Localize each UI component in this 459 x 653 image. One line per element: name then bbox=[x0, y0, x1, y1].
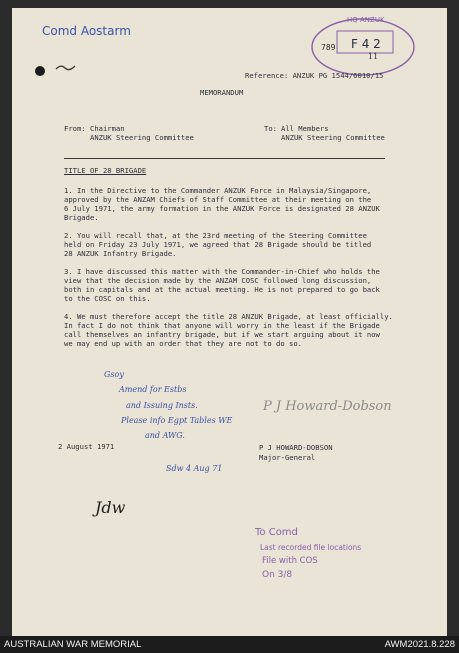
paragraph-1-line-3: 6 July 1971, the army formation in the ANZUK Force is designated 28 ANZUK bbox=[64, 204, 380, 213]
note-initials: Sdw 4 Aug 71 bbox=[166, 464, 223, 473]
routing-stamp-line-4: On 3/8 bbox=[262, 570, 293, 580]
handwritten-addressee: Comd Aostarm bbox=[42, 24, 131, 38]
registry-stamp-text: HQ ANZUK bbox=[347, 16, 385, 24]
paragraph-2-line-3: 28 ANZUK Infantry Brigade. bbox=[64, 249, 177, 258]
note-line-4: Please info Egpt Tables WE bbox=[121, 416, 233, 425]
to-line-2: ANZUK Steering Committee bbox=[281, 133, 385, 142]
footer-institution: AUSTRALIAN WAR MEMORIAL bbox=[4, 639, 142, 650]
paragraph-4-line-4: we may end up with an order that they are not to do so. bbox=[64, 339, 302, 348]
header-rule bbox=[64, 158, 385, 159]
to-label: To: bbox=[264, 124, 277, 133]
paragraph-3-line-3: both in capitals and at the actual meeting. He is not prepared to go back bbox=[64, 285, 380, 294]
reference-line: Reference: ANZUK PG 1544/6010/15 bbox=[245, 71, 384, 80]
routing-stamp-line-1 bbox=[255, 527, 298, 538]
paragraph-4-line-3: call themselves an infantry brigade, but if we start arguing about it now bbox=[64, 330, 380, 339]
from-line-1: Chairman bbox=[90, 124, 125, 133]
pen-mark-icon bbox=[55, 63, 77, 73]
paragraph-4-line-1: 4. We must therefore accept the title 28 ANZUK Brigade, at least officially. bbox=[64, 312, 393, 321]
routing-stamp-line-1-text: To Comd bbox=[255, 527, 298, 538]
footer-accession: AWM2021.8.228 bbox=[384, 639, 455, 650]
note-line-5: and AWG. bbox=[145, 431, 185, 440]
paragraph-2-line-1: 2. You will recall that, at the 23rd meeting of the Steering Committee bbox=[64, 231, 367, 240]
to-line-1: All Members bbox=[281, 124, 329, 133]
signatory-rank: Major-General bbox=[259, 453, 316, 462]
archive-footer bbox=[0, 636, 459, 653]
paragraph-3-line-1: 3. I have discussed this matter with the Commander-in-Chief who holds the bbox=[64, 267, 380, 276]
black-initials: Jdw bbox=[95, 498, 126, 517]
paragraph-4-line-2: In fact I do not think that anyone will worry in the least if the Brigade bbox=[64, 321, 380, 330]
routing-stamp-line-2: Last recorded file locations bbox=[260, 543, 362, 552]
note-line-2: Amend for Estbs bbox=[119, 385, 187, 394]
paragraph-1-line-4: Brigade. bbox=[64, 213, 99, 222]
paragraph-1-line-1: 1. In the Directive to the Commander ANZUK Force in Malaysia/Singapore, bbox=[64, 186, 372, 195]
note-line-1: Gsoy bbox=[104, 370, 124, 379]
punch-hole bbox=[35, 66, 45, 76]
note-line-3: and Issuing Insts. bbox=[126, 401, 198, 410]
paragraph-3-line-2: view that the decision made by the ANZAM COSC followed long discussion, bbox=[64, 276, 372, 285]
paragraph-1-line-2: approved by the ANZAM Chiefs of Staff Committee at their meeting on the bbox=[64, 195, 372, 204]
from-line-2: ANZUK Steering Committee bbox=[90, 133, 194, 142]
signature: P J Howard-Dobson bbox=[263, 399, 392, 414]
from-label: From: bbox=[64, 124, 86, 133]
registry-sub-number: 11 bbox=[368, 52, 379, 61]
memorandum-heading: MEMORANDUM bbox=[200, 88, 244, 97]
date-line: 2 August 1971 bbox=[58, 442, 115, 451]
paragraph-3-line-4: to the COSC on this. bbox=[64, 294, 151, 303]
registry-file-number: F 4 2 bbox=[351, 37, 381, 51]
registry-number: 789 bbox=[321, 43, 336, 52]
routing-stamp-line-3: File with COS bbox=[262, 556, 318, 566]
memo-title: TITLE OF 28 BRIGADE bbox=[64, 166, 147, 175]
signatory-name: P J HOWARD-DOBSON bbox=[259, 443, 333, 452]
paragraph-2-line-2: held on Friday 23 July 1971, we agreed that 28 Brigade should be titled bbox=[64, 240, 372, 249]
